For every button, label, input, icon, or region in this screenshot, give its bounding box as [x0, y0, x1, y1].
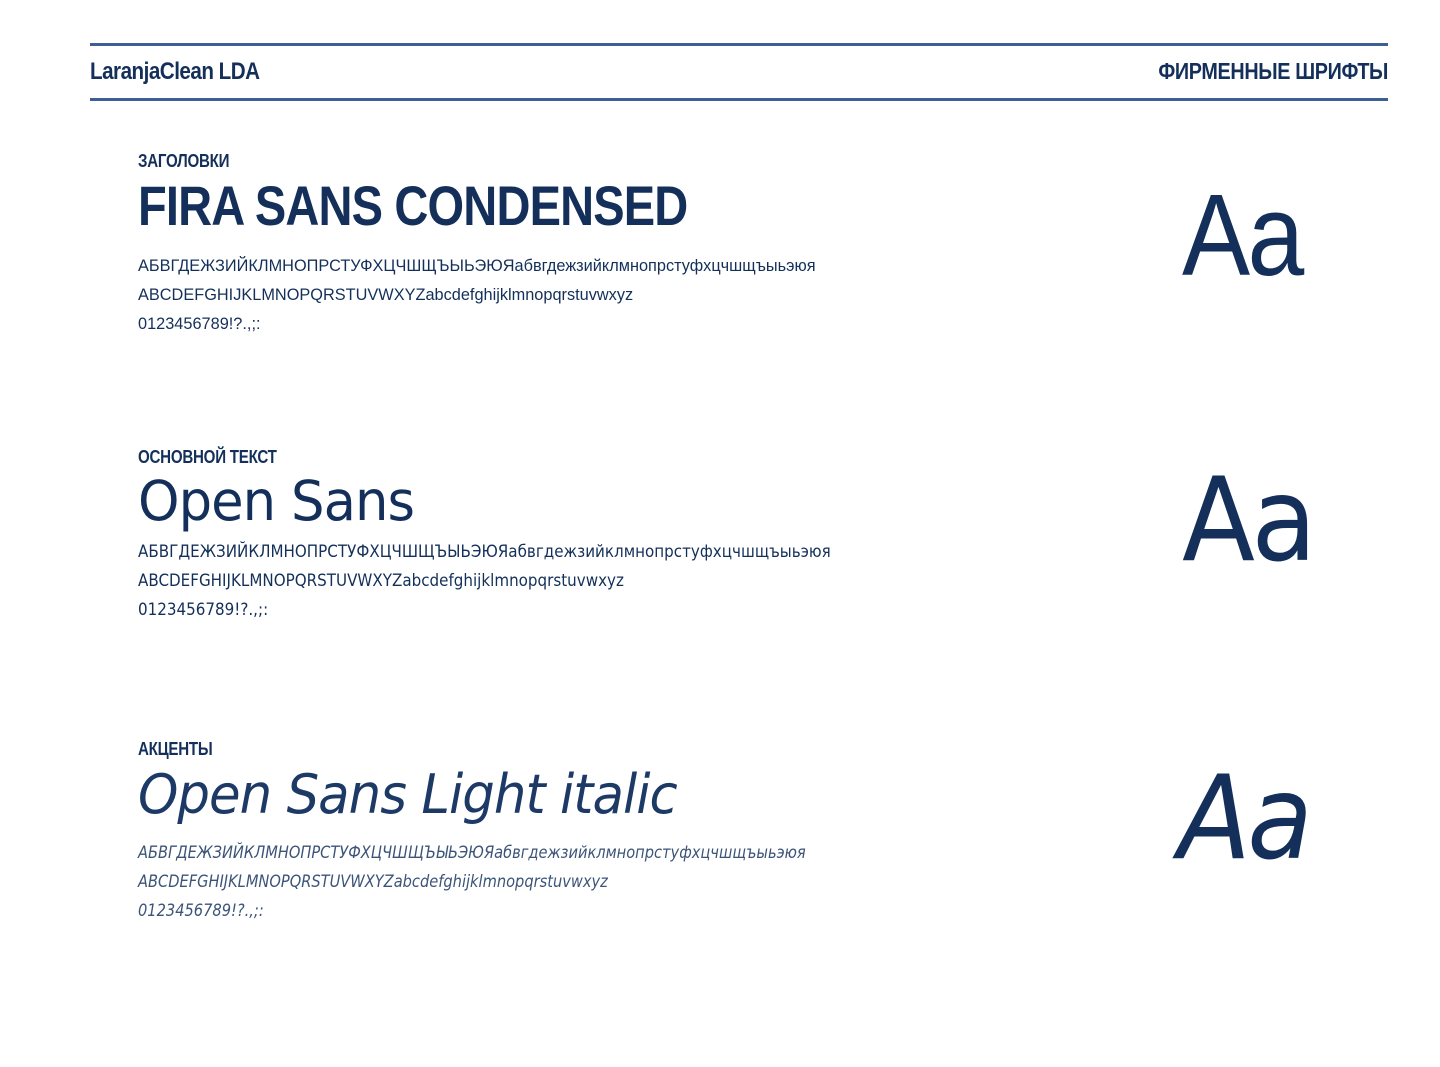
page-header: [90, 43, 1388, 101]
sample-digits-punctuation: 0123456789!?.,;:: [138, 600, 269, 620]
font-name-open-sans: Open Sans: [138, 469, 415, 533]
glyph-specimen: Aa: [1182, 453, 1314, 588]
sample-digits-punctuation: 0123456789!?.,;:: [138, 901, 264, 921]
section-label-accents: АКЦЕНТЫ: [138, 739, 213, 759]
glyph-specimen: Aa: [1178, 751, 1310, 886]
sample-cyrillic: АБВГДЕЖЗИЙКЛМНОПРСТУФХЦЧШЩЪЫЬЭЮЯабвгдежзийклмнопрстуфхцчшщъыьэюя: [138, 843, 806, 863]
section-label-body-text: ОСНОВНОЙ ТЕКСТ: [138, 447, 277, 467]
sample-digits-punctuation: 0123456789!?.,;:: [138, 314, 261, 333]
sample-latin: ABCDEFGHIJKLMNOPQRSTUVWXYZabcdefghijklmnopqrstuvwxyz: [138, 285, 634, 304]
character-set-samples: [138, 839, 914, 926]
sample-latin: ABCDEFGHIJKLMNOPQRSTUVWXYZabcdefghijklmnopqrstuvwxyz: [138, 872, 608, 892]
brand-name: LaranjaClean LDA: [90, 58, 260, 85]
font-name-fira-sans-condensed: FIRA SANS CONDENSED: [138, 174, 688, 237]
sample-cyrillic: АБВГДЕЖЗИЙКЛМНОПРСТУФХЦЧШЩЪЫЬЭЮЯабвгдежзийклмнопрстуфхцчшщъыьэюя: [138, 542, 831, 562]
page-title: ФИРМЕННЫЕ ШРИФТЫ: [1158, 58, 1388, 84]
glyph-specimen: Aa: [1182, 170, 1302, 300]
sample-latin: ABCDEFGHIJKLMNOPQRSTUVWXYZabcdefghijklmnopqrstuvwxyz: [138, 571, 624, 591]
font-name-open-sans-light-italic: Open Sans Light italic: [138, 763, 677, 826]
character-set-samples: [138, 538, 916, 625]
section-label-headings: ЗАГОЛОВКИ: [138, 151, 230, 171]
sample-cyrillic: АБВГДЕЖЗИЙКЛМНОПРСТУФХЦЧШЩЪЫЬЭЮЯабвгдежзийклмнопрстуфхцчшщъыьэюя: [138, 256, 816, 275]
character-set-samples: [138, 251, 844, 338]
